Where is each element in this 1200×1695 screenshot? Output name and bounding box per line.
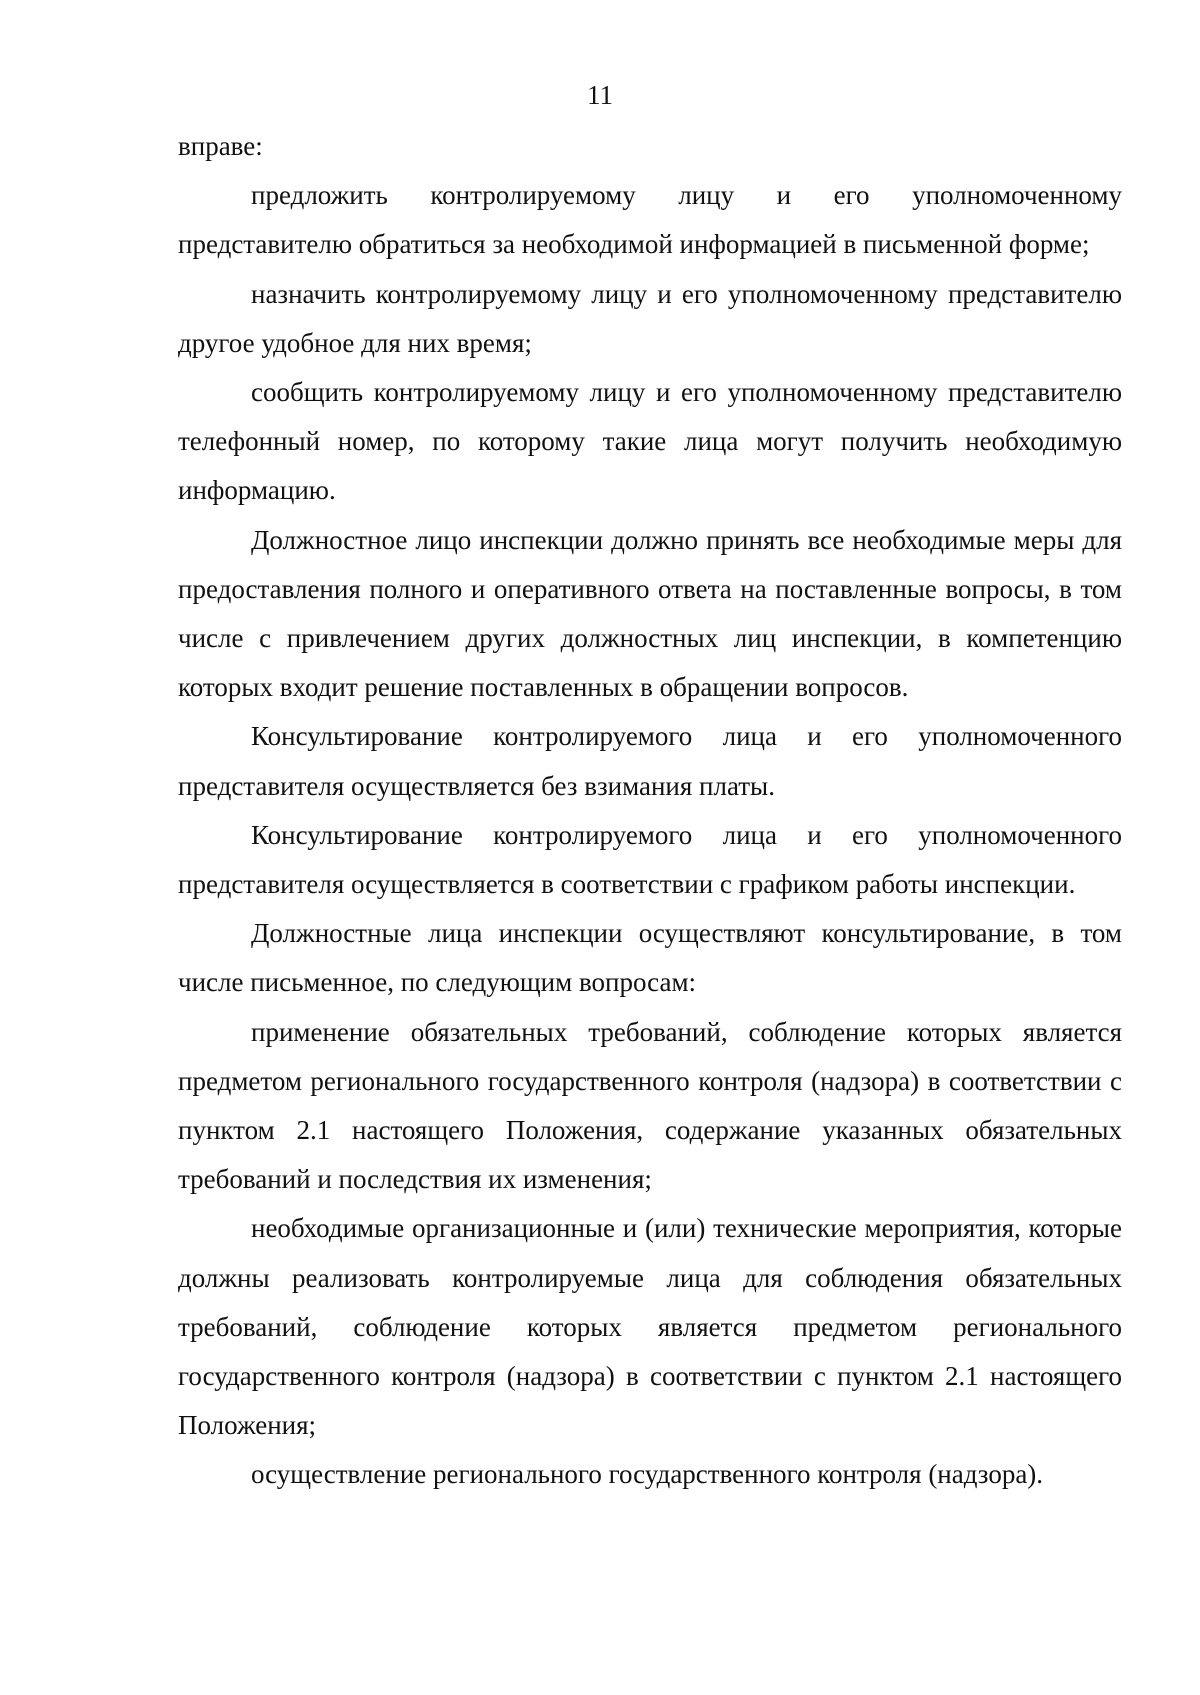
paragraph: сообщить контролируемому лицу и его уполномоченному представителю телефонный номер, по которому такие лица могут получить необходимую информацию. [178, 377, 1122, 506]
paragraph: осуществление регионального государственного контроля (надзора). [251, 1459, 1044, 1490]
document-body [178, 122, 1122, 1500]
paragraph: необходимые организационные и (или) технические мероприятия, которые должны реализовать контролируемые лица для соблюдения обязательных требований, соблюдение которых является предметом регионального государственного контроля (надзора) в соответствии с пунктом 2.1 настоящего Положения; [178, 1213, 1122, 1441]
paragraph: Консультирование контролируемого лица и его уполномоченного представителя осуществляется в соответствии с графиком работы инспекции. [178, 819, 1122, 900]
paragraph: вправе: [178, 131, 263, 161]
paragraph: применение обязательных требований, соблюдение которых является предметом регионального государственного контроля (надзора) в соответствии с пунктом 2.1 настоящего Положения, содержание указанных обязательных требований и последствия их изменения; [178, 1016, 1122, 1195]
paragraph: Должностное лицо инспекции должно принять все необходимые меры для предоставления полного и оперативного ответа на поставленные вопросы, в том числе с привлечением других должностных лиц инспекции, в компетенцию которых входит решение поставленных в обращении вопросов. [178, 524, 1122, 703]
paragraph: Консультирование контролируемого лица и его уполномоченного представителя осуществляется без взимания платы. [178, 721, 1122, 801]
paragraph: предложить контролируемому лицу и его уполномоченному представителю обратиться за необходимой информацией в письменной форме; [178, 180, 1122, 260]
paragraph: назначить контролируемому лицу и его уполномоченному представителю другое удобное для них время; [178, 278, 1122, 358]
page-number: 11 [587, 80, 613, 110]
paragraph: Должностные лица инспекции осуществляют консультирование, в том числе письменное, по следующим вопросам: [178, 918, 1122, 998]
